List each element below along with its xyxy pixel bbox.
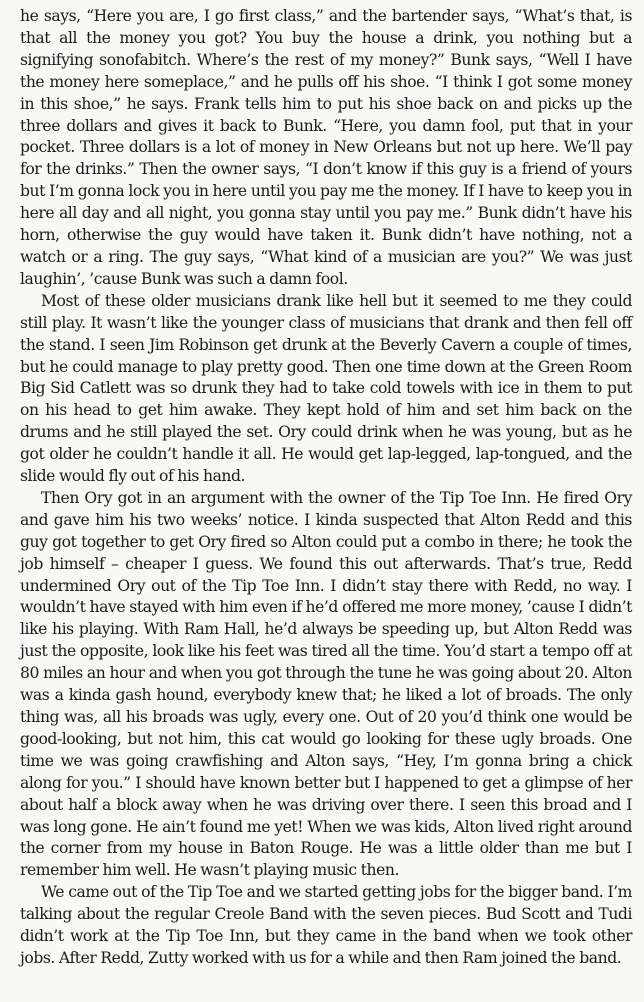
paragraph-creole-band: We came out of the Tip Toe and we started getting jobs for the bigger band. I’m talking about the regular Creole Band with the seven pieces. Bud Scott and Tudi didn’t work at the Tip Toe Inn, but they came in the band when we took other jobs. After Redd, Zutty worked with us for a while and then Ram joined the band. xyxy=(20,883,632,967)
paragraph-older-musicians: Most of these older musicians drank like hell but it seemed to me they could still play. It wasn’t like the younger class of musicians that drank and then fell off the stand. I seen Jim Robinson get drunk at the Beverly Cavern a couple of times, but he could manage to play pretty good. Then one time down at the Green Room Big Sid Catlett was so drunk they had to take cold towels with ice in them to put on his head to get him awake. They kept hold of him and set him back on the drums and he still played the set. Ory could drink when he was young, but as he got older he couldn’t handle it all. He would get lap-legged, lap-tongued, and the slide would fly out of his hand. xyxy=(20,291,632,486)
paragraph-tip-toe-inn: Then Ory got in an argument with the owner of the Tip Toe Inn. He fired Ory and gave him his two weeks’ notice. I kinda suspected that Alton Redd and this guy got together to get Ory fired so Alton could put a combo in there; he took the job himself – cheaper I guess. We found this out afterwards. That’s true, Redd undermined Ory out of the Tip Toe Inn. I didn’t stay there with Redd, no way. I wouldn’t have stayed with him even if he’d offered me more money, ’cause I didn’t like his playing. With Ram Hall, he’d always be speeding up, but Alton Redd was just the opposite, look like his feet was tired all the time. You’d start a tempo off at 80 miles an hour and when you got through the tune he was going about 20. Alton was a kinda gash hound, everybody knew that; he liked a lot of broads. The only thing was, all his broads was ugly, every one. Out of 20 you’d think one would be good-looking, but not him, this cat would go looking for these ugly broads. One time we was going crawfishing and Alton says, “Hey, I’m gonna bring a chick along for you.” I should have known better but I happened to get a glimpse of her about half a block away when he was driving over there. I seen this broad and I was long gone. He ain’t found me yet! When we was kids, Alton lived right around the corner from my house in Baton Rouge. He was a little older than me but I remember him well. He wasn’t playing music then. xyxy=(20,488,632,880)
page-body xyxy=(20,6,632,970)
paragraph-bunk-story: he says, “Here you are, I go first class,” and the bartender says, “What’s that, is that all the money you got? You buy the house a drink, you nothing but a signifying sonofabitch. Where’s the rest of my money?” Bunk says, “Well I have the money here someplace,” and he pulls off his shoe. “I think I got some money in this shoe,” he says. Frank tells him to put his shoe back on and picks up the three dollars and gives it back to Bunk. “Here, you damn fool, put that in your pocket. Three dollars is a lot of money in New Orleans but not up here. We’ll pay for the drinks.” Then the owner says, “I don’t know if this guy is a friend of yours but I’m gonna lock you in here until you pay me the money. If I have to keep you in here all day and all night, you gonna stay until you pay me.” Bunk didn’t have his horn, otherwise the guy would have taken it. Bunk didn’t have nothing, not a watch or a ring. The guy says, “What kind of a musician are you?” We was just laughin’, ’cause Bunk was such a damn fool. xyxy=(20,7,632,288)
